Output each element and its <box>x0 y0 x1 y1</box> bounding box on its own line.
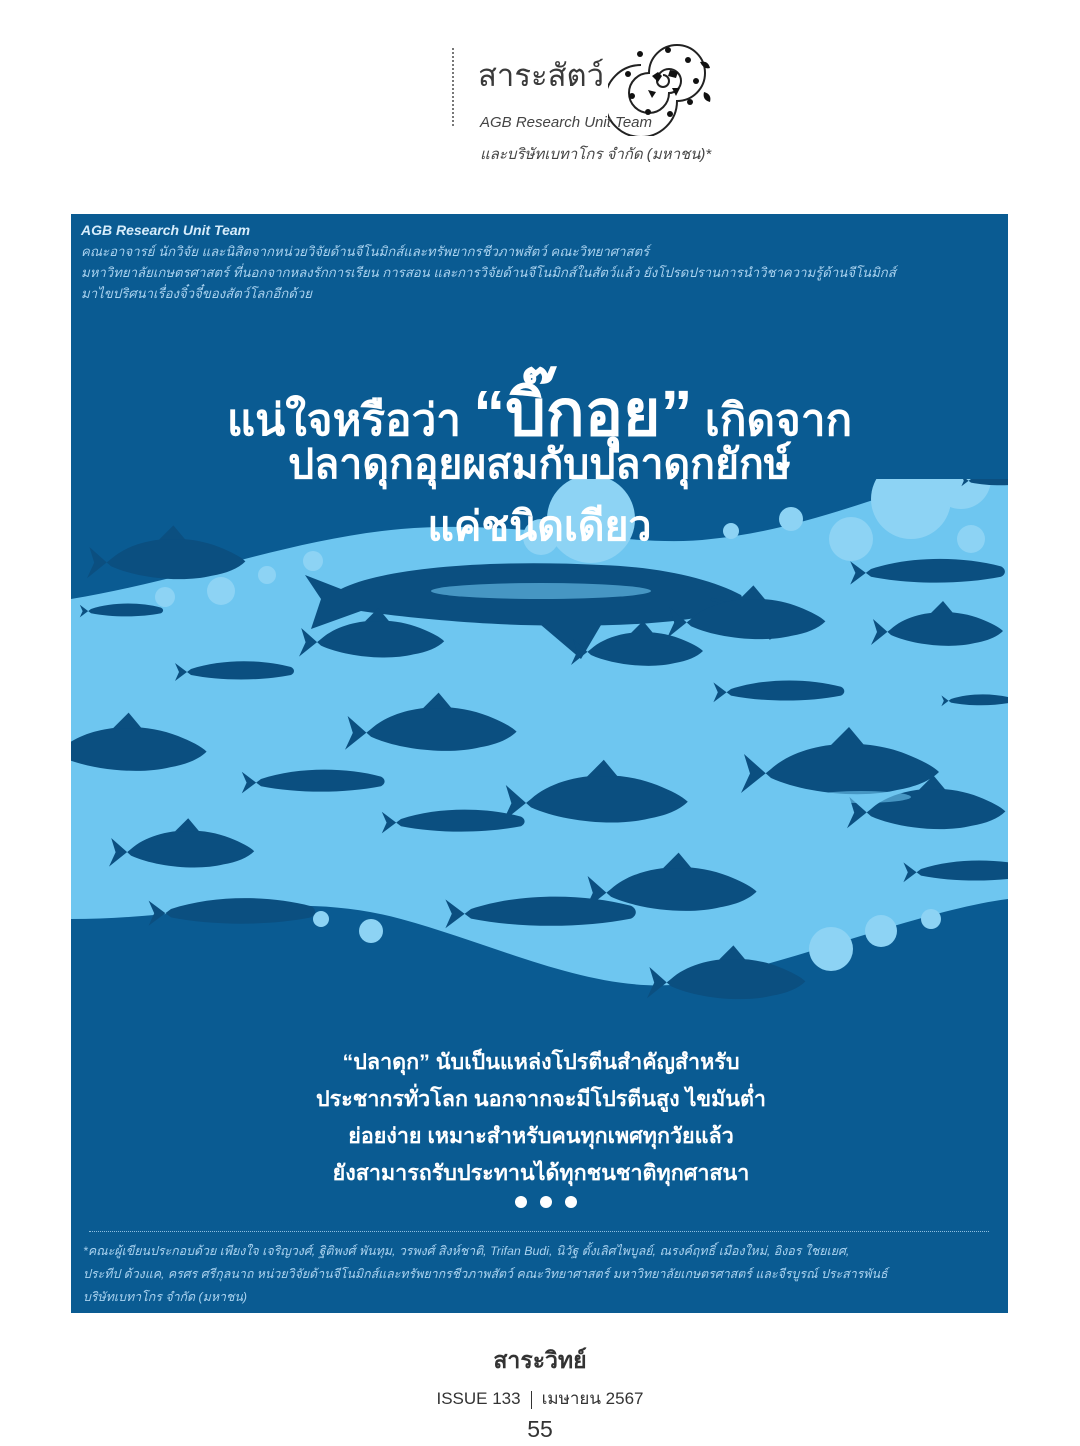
intro-team-name: AGB Research Unit Team <box>81 222 251 238</box>
headline-highlight: “บิ๊กอุย” <box>473 377 693 449</box>
issue-info <box>0 1385 1080 1412</box>
lead-line: ย่อยง่าย เหมาะสำหรับคนทุกเพศทุกวัยแล้ว <box>348 1124 734 1148</box>
author-credits <box>83 1240 1001 1309</box>
issue-date: เมษายน 2567 <box>541 1389 644 1408</box>
credit-line: บริษัทเบทาโกร จำกัด (มหาชน) <box>83 1290 247 1304</box>
ellipsis-dots-icon <box>511 1194 581 1210</box>
credit-line: *คณะผู้เขียนประกอบด้วย เพียงใจ เจริญวงศ์, ฐิติพงศ์ พันทุม, วรพงศ์ สิงห์ชาติ, Trifan Budi, นิวัฐ ตั้งเลิศไพบูลย์, ณรงค์ฤทธิ์ เมืองใหม่, อิงอร ใชยเยศ, <box>83 1244 850 1258</box>
credits-divider <box>89 1231 989 1232</box>
headline-line-2: ปลาดุกอุยผสมกับปลาดุกยักษ์ <box>288 441 791 487</box>
magazine-name: สาระวิทย์ <box>493 1347 587 1373</box>
page-number: 55 <box>527 1416 553 1442</box>
credit-line: ประทีป ด้วงแค, ครศร ศรีกุลนาถ หน่วยวิจัยด้านจีโนมิกส์และทรัพยากรชีวภาพสัตว์ คณะวิทยาศาสตร์ มหาวิทยาลัยเกษตรศาสตร์ และจีรบูรณ์ ประสารพันธ์ <box>83 1267 888 1281</box>
page-footer <box>0 1343 1080 1443</box>
issue-number: ISSUE 133 <box>436 1389 521 1408</box>
intro-line: คณะอาจารย์ นักวิจัย และนิสิตจากหน่วยวิจัยด้านจีโนมิกส์และทรัพยากรชีวภาพสัตว์ คณะวิทยาศาสตร์ <box>81 244 650 259</box>
author-company: และบริษัทเบทาโกร จำกัด (มหาชน)* <box>480 146 712 163</box>
article-panel <box>71 214 1008 1313</box>
intro-line: มาไขปริศนาเรื่องจิ๋วจี๋ของสัตว์โลกอีกด้วย <box>81 286 312 301</box>
author-intro <box>81 222 996 304</box>
section-title: สาระสัตว์ <box>478 58 605 93</box>
author-team: AGB Research Unit Team <box>480 114 653 131</box>
header-divider <box>452 48 454 126</box>
article-header <box>452 44 752 164</box>
headline-pre: แน่ใจหรือว่า <box>226 396 461 445</box>
lead-line: “ปลาดุก” นับเป็นแหล่งโปรตีนสำคัญสำหรับ <box>342 1050 740 1074</box>
issue-separator <box>531 1391 532 1409</box>
headline-line-3: แค่ชนิดเดียว <box>427 503 652 549</box>
headline-post: เกิดจาก <box>704 396 853 445</box>
lead-line: ยังสามารถรับประทานได้ทุกชนชาติทุกศาสนา <box>332 1161 750 1185</box>
lead-line: ประชากรทั่วโลก นอกจากจะมีโปรตีนสูง ไขมันต่ำ <box>316 1087 766 1111</box>
intro-line: มหาวิทยาลัยเกษตรศาสตร์ ที่นอกจากหลงรักการเรียน การสอน และการวิจัยด้านจีโนมิกส์ในสัตว์แล้ว ยังโปรดปรานการนำวิชาความรู้ด้านจีโนมิกส์ <box>81 265 896 280</box>
lead-paragraph <box>201 1044 881 1192</box>
fish-wave-illustration <box>71 479 1008 1059</box>
